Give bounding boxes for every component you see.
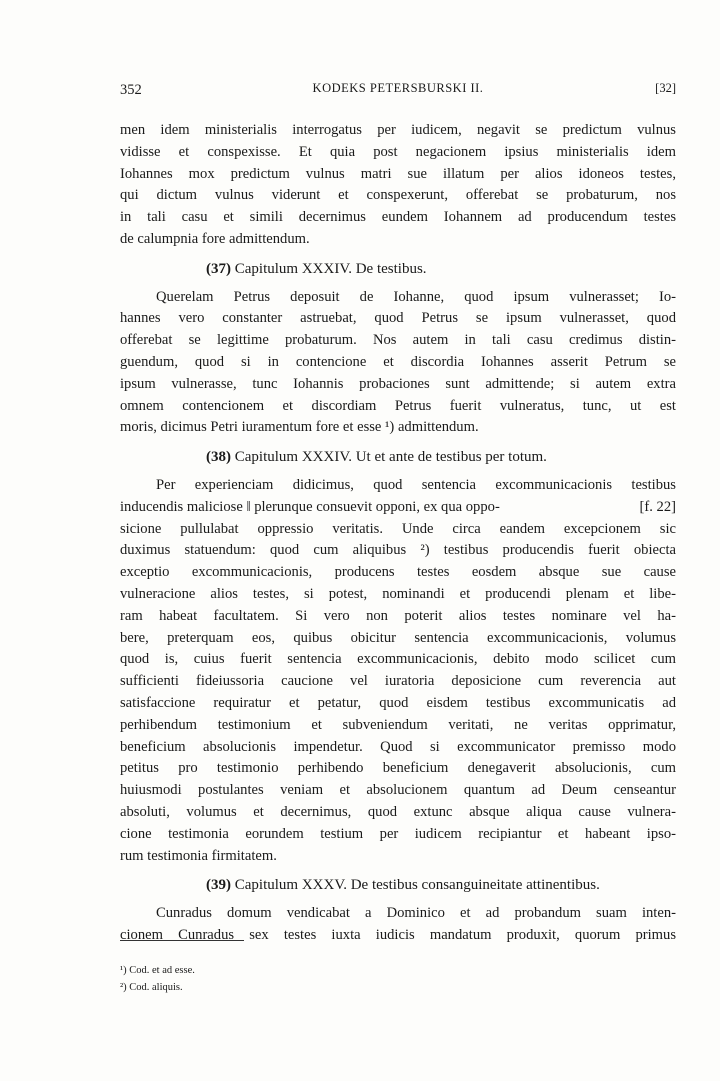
footnote-2: ²) Cod. aliquis. (120, 982, 183, 993)
text-line: Per experienciam didicimus, quod sentencia excommunicacionis testibus (156, 476, 676, 493)
text-line: exceptio excommunicacionis, producens testes eosdem absque sue cause (120, 564, 676, 581)
text-line: guendum, quod si in contencione et discordia Iohannes asserit Petrum se (120, 353, 676, 370)
text-line: beneficium absolucionis impendetur. Quod si excommunicator premisso modo (120, 738, 676, 755)
text-line: sufficienti fideiussoria caucione vel iuratoria deposicione cum reverencia aut (120, 673, 676, 690)
chapter-heading-39 (206, 875, 676, 897)
text-line: quod is, cuius fuerit sentencia excommunicacionis, debito modo scilicet cum (120, 651, 676, 668)
text-line: Cunradus domum vendicabat a Dominico et ad probandum suam inten- (156, 905, 676, 922)
text-line: Iohannes mox predictum vulnus matri sue illatum per alios idoneos testes, (120, 165, 676, 182)
text-line: moris, dicimus Petri iuramentum fore et esse ¹) admittendum. (120, 419, 479, 436)
chapter-title: Capitulum XXXIV. De testibus. (234, 260, 427, 277)
chapter-paragraph-37 (120, 287, 676, 440)
text-line: qui dictum vulnus viderunt et conspexerunt, offerebat se probaturum, nos (120, 187, 676, 204)
chapter-title: Capitulum XXXIV. Ut et ante de testibus per totum. (234, 449, 547, 466)
running-header (120, 80, 676, 102)
folio-reference: [32] (655, 81, 676, 95)
chapter-paragraph-38 (120, 475, 676, 867)
text-line: sicione pullulabat oppressio veritatis. Unde circa eandem excepcionem sic (120, 520, 676, 537)
page-number: 352 (120, 82, 142, 98)
chapter-heading-37 (206, 259, 676, 281)
text-line: cione testimonia eorundem testium per iudicem recipiantur et habeant ipso- (120, 825, 676, 842)
text-line: Querelam Petrus deposuit de Iohanne, quod ipsum vulnerasset; Io- (156, 288, 676, 305)
text-line: vidisse et conspexisse. Et quia post negacionem ipsius ministerialis idem (120, 143, 676, 160)
text-line: men idem ministerialis interrogatus per iudicem, negavit se predictum vulnus (120, 122, 676, 138)
text-line: petitus pro testimonio perhibendo beneficium denegaverit absolucionis, cum (120, 760, 676, 777)
intro-paragraph (120, 120, 676, 251)
chapter-number: (38) (206, 449, 231, 466)
text-line: omnem contencionem et discordiam Petrus fuerit vulneratus, tunc, ut est (120, 397, 676, 414)
text-line: bere, preterquam eos, quibus obicitur sentencia excommunicacionis, volumus (120, 629, 676, 646)
running-title: KODEKS PETERSBURSKI II. (312, 81, 484, 95)
chapter-title: Capitulum XXXV. De testibus consanguineitate attinentibus. (234, 877, 600, 894)
text-line: hannes vero constanter astruebat, quod Petrus se ipsum vulnerasset, quod (120, 310, 676, 327)
margin-folio-note: [f. 22] (639, 498, 676, 515)
text-line: perhibendum testimonium et subveniendum veritati, ne veritas opprimatur, (120, 716, 676, 733)
text-line: rum testimonia firmitatem. (120, 847, 277, 864)
text-line: ram habeat facultatem. Si vero non poterit alios testes nominare vel ha- (120, 607, 676, 624)
text-line: satisfaccione requiratur et petatur, quod eisdem testibus excommunicatis ad (120, 694, 676, 711)
text-line: offerebat se legittime probaturum. Nos autem in tali casu credimus distin- (120, 332, 676, 349)
chapter-number: (37) (206, 260, 231, 277)
chapter-number: (39) (206, 877, 231, 894)
text-line: duximus statuendum: quod cum aliquibus ²) testibus producendis fuerit obiecta (120, 542, 676, 559)
text-line: absoluti, volumus et decernimus, quod extunc absque aliqua cause vulnera- (120, 803, 676, 820)
text-line (120, 497, 676, 519)
text-line: ipsum vulnerasse, tunc Iohannis probaciones sunt admittende; si autem extra (120, 375, 676, 392)
text-line-part: inducendis maliciose ‖ plerunque consuevit opponi, ex qua oppo- (120, 498, 500, 515)
text-line: de calumpnia fore admittendum. (120, 230, 310, 247)
footnotes (120, 962, 195, 996)
chapter-heading-38 (206, 447, 676, 469)
text-line: cionem Cunradus sex testes iuxta iudicis mandatum produxit, quorum primus (120, 926, 676, 943)
footnote-1: ¹) Cod. et ad esse. (120, 965, 195, 976)
text-line: in tali casu et simili decernimus eundem Iohannem ad producendum testes (120, 209, 676, 226)
text-line: huiusmodi postulantes veniam et absolucionem quantum ad Deum censeantur (120, 782, 676, 799)
footnote-rule (120, 940, 244, 941)
main-text (120, 120, 676, 947)
text-line: vulneracione alios testes, si potest, nominandi et producendi plenam et libe- (120, 585, 676, 602)
